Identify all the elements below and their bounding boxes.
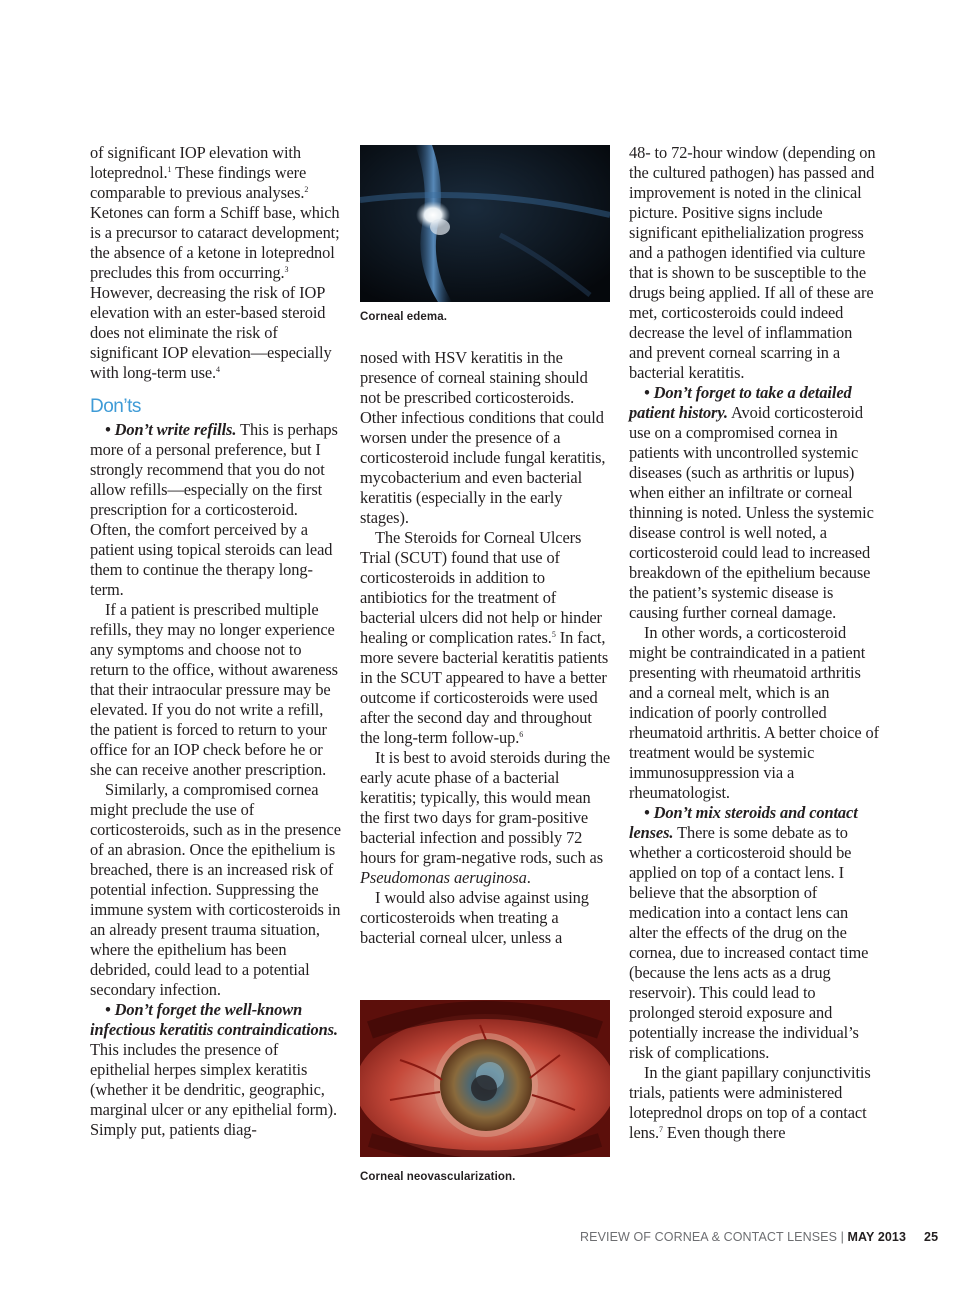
paragraph: Similarly, a compromised cornea might preclude the use of corticosteroids, such as in the presence of an abrasion. Once the epithelium is breached, there is an increased risk of potential infection. Suppressing the immune system with corticosteroids in an already present trauma situation, where the epithelium has been debrided, could lead to a potential secondary infection. [90,780,341,999]
page-footer [580,1229,938,1245]
text-run: . [526,868,531,887]
paragraph: 48- to 72-hour window (depending on the cultured pathogen) has passed and improvement is noted in the clinical picture. Positive signs include significant epithelialization progress and a pathogen identified via culture that is shown to be susceptible to the drugs being applied. If all of these are met, corticosteroids could indeed decrease the level of inflammation and prevent corneal scarring in a bacterial keratitis. [629,143,876,382]
species-name: Pseudomonas aeruginosa [360,868,527,887]
lead-in: • Don’t forget to take a detailed patient history. [629,383,852,422]
figure-caption: Corneal neovascularization. [360,1171,516,1183]
paragraph: nosed with HSV keratitis in the presence of corneal staining should not be prescribed corticosteroids. Other infectious conditions that could worsen under the presence of a corticosteroid include fungal keratitis, mycobacterium and even bacterial keratitis (especially in the early stages). [360,348,606,527]
paragraph [360,748,612,888]
issue-date: MAY 2013 [847,1230,907,1244]
lead-in: • Don’t write refills. [105,420,237,439]
text-column-3 [629,143,879,1143]
text-run: It is best to avoid steroids during the early acute phase of a bacterial keratitis; typically, this would mean the first two days for gram-positive bacterial infection and possibly 72 hours for gram-negative rods, such as [360,748,611,867]
paragraph [90,143,342,383]
journal-title: REVIEW OF CORNEA & CONTACT LENSES | [580,1230,848,1244]
corneal-edema-photo [360,145,610,302]
text-column-2 [360,143,612,948]
text-column-1 [90,143,342,1140]
paragraph: If a patient is prescribed multiple refills, they may no longer experience any symptoms and choose not to return to the office, without awareness that their intraocular pressure may be elevated. If you do not write a refill, the patient is forced to return to your office for an IOP check before he or she can receive another prescription. [90,600,338,779]
figure-caption: Corneal edema. [360,311,448,323]
reference-mark: 6 [519,730,524,739]
corneal-neovascularization-photo [360,1000,610,1157]
text-run: The Steroids for Corneal Ulcers Trial (SCUT) found that use of corticosteroids in addition to antibiotics for the treatment of bacterial ulcers did not help or hinder healing or complication rates. [360,528,602,647]
text-run: There is some debate as to whether a corticosteroid should be applied on top of a contact lens. I believe that the absorption of medication into a contact lens can alter the effects of the drug on the cornea, due to increased contact time (because the lens acts as a drug reservoir). This could lead to prolonged steroid exposure and potentially increase the individual’s risk of complications. [629,823,869,1062]
text-run: Ketones can form a Schiff base, which is a precursor to cataract development; the absence of a ketone in loteprednol precludes this from occurring. [90,203,340,282]
text-run: In the giant papillary conjunctivitis trials, patients were administered loteprednol drops on top of a contact lens. [629,1063,871,1142]
paragraph [360,528,612,748]
figure-corneal-neovascularization [360,1000,610,1184]
paragraph [629,383,879,623]
paragraph [90,1000,342,1140]
reference-mark: 7 [659,1125,663,1134]
reference-mark: 3 [284,265,289,274]
reference-mark: 4 [216,365,220,374]
paragraph [629,803,879,1063]
text-run: These findings were comparable to previous analyses. [90,163,307,202]
text-run: This includes the presence of epithelial herpes simplex keratitis (whether it be dendritic, geographic, marginal ulcer or any epithelial form). Simply put, patients diag- [90,1040,338,1139]
text-run: In fact, more severe bacterial keratitis patients in the SCUT appeared to have a better outcome if corticosteroids were used after the second day and throughout the long-term follow-up. [360,628,609,747]
text-run: This is perhaps more of a personal preference, but I strongly recommend that you do not allow refills—especially on the first prescription for a corticosteroid. Often, the comfort perceived by a patient using topical steroids can lead them to continue the therapy long-term. [90,420,338,599]
page-number: 25 [924,1230,939,1244]
text-run: However, decreasing the risk of IOP elevation with an ester-based steroid does not eliminate the risk of significant IOP elevation—especially with long-term use. [90,283,332,382]
figure-corneal-edema [360,145,612,324]
lead-in: • Don’t mix steroids and contact lenses. [629,803,858,842]
reference-mark: 5 [551,630,556,639]
reference-mark: 1 [167,165,172,174]
paragraph: In other words, a corticosteroid might be contraindicated in a patient presenting with rheumatoid arthritis and a corneal melt, which is an indication of poorly controlled rheumatoid arthritis. A better choice of treatment would be systemic immunosuppression via a rheumatologist. [629,623,879,802]
lead-in: • Don’t forget the well-known infectious keratitis contraindications. [90,1000,338,1039]
text-run: Avoid corticosteroid use on a compromised cornea in patients with uncontrolled systemic diseases (such as arthritis or lupus) when either an infiltrate or corneal thinning is noted. Unless the systemic disease control is well noted, a corticosteroid could lead to increased breakdown of the epithelium because the patient’s systemic disease is causing further corneal damage. [629,403,874,622]
paragraph [90,420,342,600]
text-run: Even though there [662,1123,786,1142]
text-run: of significant IOP elevation with loteprednol. [90,143,301,182]
paragraph: I would also advise against using corticosteroids when treating a bacterial corneal ulcer, unless a [360,888,589,947]
reference-mark: 2 [304,185,309,194]
section-heading: Don’ts [90,396,141,417]
paragraph [629,1063,879,1143]
